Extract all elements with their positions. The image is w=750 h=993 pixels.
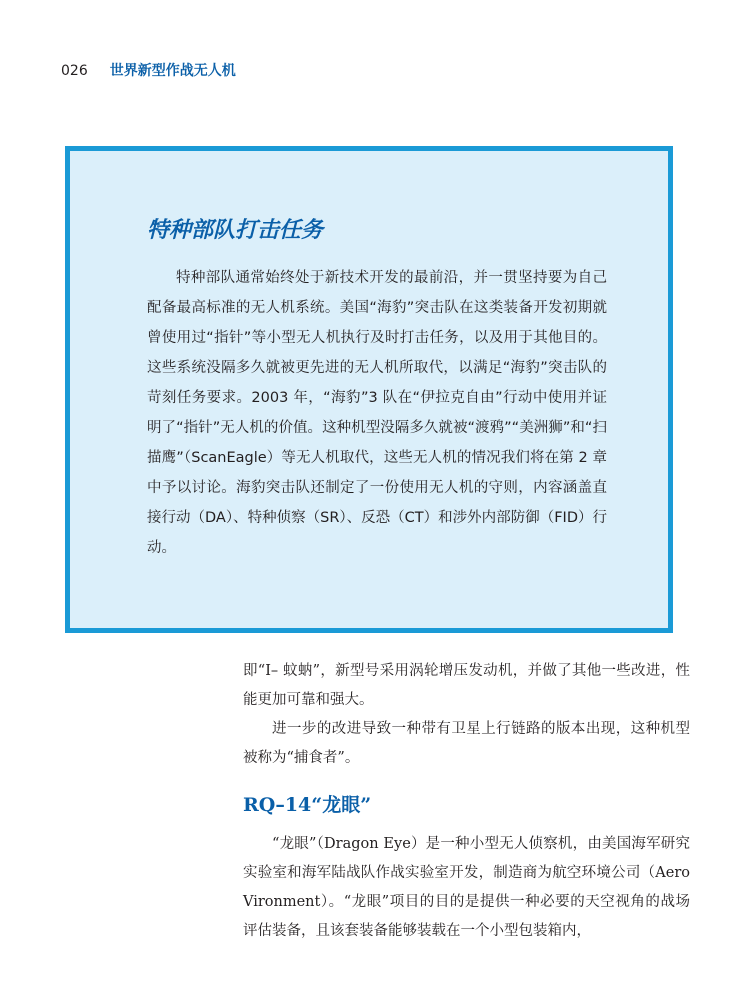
running-title: 世界新型作战无人机: [109, 63, 236, 79]
section-heading: RQ–14“龙眼”: [243, 794, 372, 816]
body-paragraph: 即“I– 蚊蚋”，新型号采用涡轮增压发动机，并做了其他一些改进，性能更加可靠和强大。: [243, 663, 690, 708]
page-number: 026: [61, 63, 88, 79]
section-paragraph: “龙眼”（Dragon Eye）是一种小型无人侦察机，由美国海军研究实验室和海军陆战队作战实验室开发，制造商为航空环境公司（Aero Vironment）。“龙眼”项目的目的是提供一种必要的天空视角的战场评估装备，且该套装备能够装载在一个小型包装箱内，: [243, 836, 690, 939]
main-text: [243, 657, 690, 773]
page-header: [61, 60, 236, 80]
section-text: [243, 830, 690, 946]
sidebar-paragraph: 特种部队通常始终处于新技术开发的最前沿，并一贯坚持要为自己配备最高标准的无人机系统。美国“海豹”突击队在这类装备开发初期就曾使用过“指针”等小型无人机执行及时打击任务，以及用于其他目的。这些系统没隔多久就被更先进的无人机所取代，以满足“海豹”突击队的苛刻任务要求。2003 年，“海豹”3 队在“伊拉克自由”行动中使用并证明了“指针”无人机的价值。这种机型没隔多久就被“渡鸦”“美洲狮”和“扫描鹰”（ScanEagle）等无人机取代，这些无人机的情况我们将在第 2 章中予以讨论。海豹突击队还制定了一份使用无人机的守则，内容涵盖直接行动（DA）、特种侦察（SR）、反恐（CT）和涉外内部防御（FID）行动。: [147, 270, 607, 556]
sidebar-body: [147, 263, 607, 563]
sidebar-title: 特种部队打击任务: [147, 218, 324, 243]
body-paragraph: 进一步的改进导致一种带有卫星上行链路的版本出现，这种机型被称为“捕食者”。: [243, 721, 690, 766]
sidebar-box: [65, 146, 673, 633]
